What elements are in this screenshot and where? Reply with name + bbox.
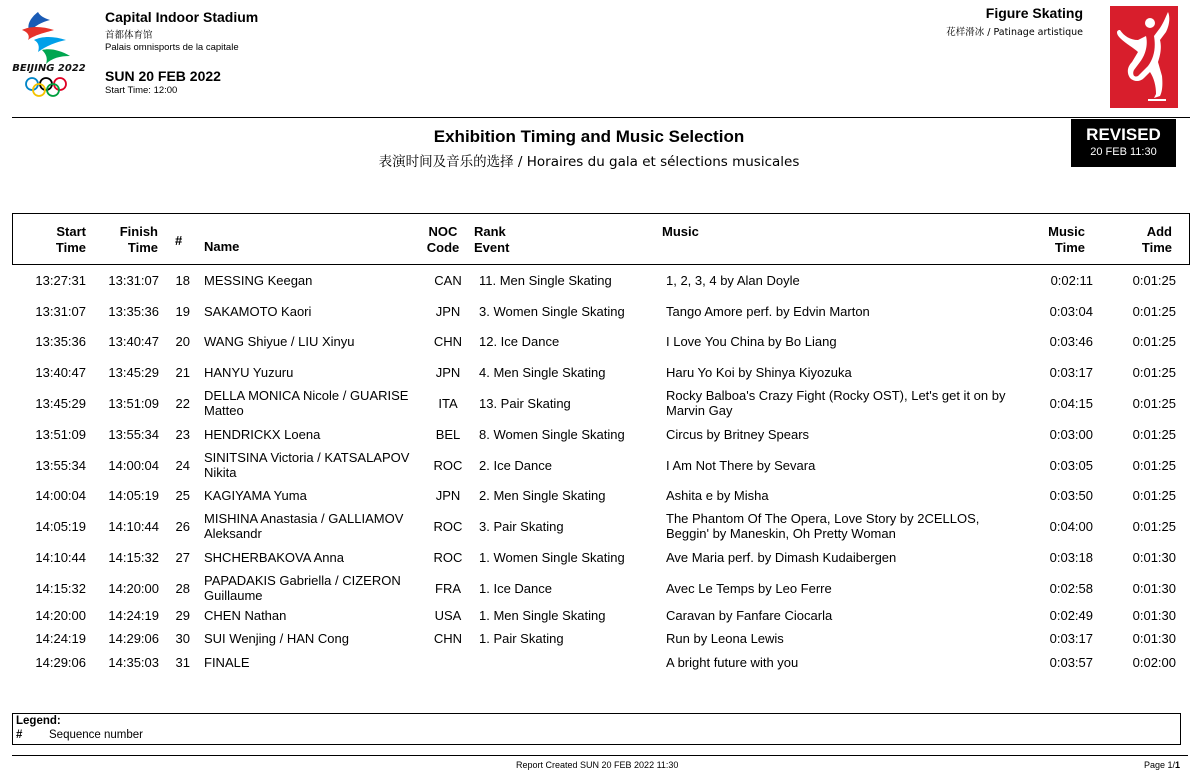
cell-rank-event: 1. Pair Skating <box>479 630 564 646</box>
cell-rank-event: 13. Pair Skating <box>479 395 571 411</box>
cell-finish-time: 14:00:04 <box>108 457 159 473</box>
col-noc-code: NOC Code <box>426 224 460 255</box>
cell-sequence: 29 <box>175 607 190 623</box>
cell-name: KAGIYAMA Yuma <box>204 487 307 503</box>
cell-finish-time: 13:51:09 <box>108 395 159 411</box>
cell-start-time: 13:55:34 <box>35 457 86 473</box>
cell-sequence: 21 <box>175 364 190 380</box>
cell-sequence: 23 <box>175 426 190 442</box>
cell-noc-code: CHN <box>433 333 463 349</box>
cell-rank-event: 1. Women Single Skating <box>479 549 625 565</box>
cell-music: Marvin Gay <box>666 403 733 418</box>
cell-start-time: 14:10:44 <box>35 549 86 565</box>
cell-start-time: 13:35:36 <box>35 333 86 349</box>
cell-add-time: 0:01:30 <box>1132 580 1176 596</box>
cell-rank-event: 2. Men Single Skating <box>479 487 606 503</box>
discipline-block <box>946 5 1083 38</box>
cell-add-time: 0:01:25 <box>1132 518 1176 534</box>
cell-sequence: 24 <box>175 457 190 473</box>
date-block <box>105 68 221 96</box>
cell-sequence: 30 <box>175 630 190 646</box>
cell-music: Ave Maria perf. by Dimash Kudaibergen <box>666 549 897 565</box>
cell-sequence: 27 <box>175 549 190 565</box>
cell-noc-code: ROC <box>433 518 463 534</box>
cell-music: Caravan by Fanfare Ciocarla <box>666 607 833 623</box>
document-subtitle: 表演时间及音乐的选择 / Horaires du gala et sélections musicales <box>378 154 800 170</box>
cell-add-time: 0:01:30 <box>1132 549 1176 565</box>
figure-skating-pictogram-icon <box>1110 6 1178 108</box>
col-name: Name <box>204 239 240 254</box>
cell-music: The Phantom Of The Opera, Love Story by 2CELLOS, <box>666 511 980 526</box>
cell-sequence: 18 <box>175 272 190 288</box>
cell-sequence: 26 <box>175 518 190 534</box>
cell-add-time: 0:01:25 <box>1132 487 1176 503</box>
cell-music: 1, 2, 3, 4 by Alan Doyle <box>666 272 800 288</box>
cell-name: HENDRICKX Loena <box>204 426 321 442</box>
report-created: Report Created SUN 20 FEB 2022 11:30 <box>516 760 679 770</box>
cell-finish-time: 14:35:03 <box>108 654 159 670</box>
cell-start-time: 13:51:09 <box>35 426 86 442</box>
cell-rank-event: 1. Ice Dance <box>479 580 552 596</box>
cell-add-time: 0:01:25 <box>1132 457 1176 473</box>
cell-music-time: 0:02:58 <box>1049 580 1093 596</box>
cell-rank-event: 1. Men Single Skating <box>479 607 606 623</box>
cell-name: SINITSINA Victoria / KATSALAPOV <box>204 450 410 465</box>
cell-music-time: 0:03:04 <box>1049 303 1093 319</box>
cell-name: Matteo <box>204 403 244 418</box>
cell-rank-event: 12. Ice Dance <box>479 333 560 349</box>
cell-start-time: 14:29:06 <box>35 654 86 670</box>
col-rank-event: Rank Event <box>474 224 510 255</box>
cell-name: CHEN Nathan <box>204 607 287 623</box>
cell-name: SAKAMOTO Kaori <box>204 303 312 319</box>
footer-divider <box>12 755 1188 756</box>
cell-name: HANYU Yuzuru <box>204 364 294 380</box>
cell-name: DELLA MONICA Nicole / GUARISE <box>204 388 409 403</box>
cell-music: I Love You China by Bo Liang <box>666 333 837 349</box>
cell-finish-time: 14:20:00 <box>108 580 159 596</box>
cell-music-time: 0:03:00 <box>1049 426 1093 442</box>
cell-music: A bright future with you <box>666 654 799 670</box>
venue-name: Capital Indoor Stadium <box>105 9 259 25</box>
cell-sequence: 25 <box>175 487 190 503</box>
cell-name: Guillaume <box>204 588 263 603</box>
cell-start-time: 14:15:32 <box>35 580 86 596</box>
cell-rank-event: 11. Men Single Skating <box>479 272 612 288</box>
col-start-time: Start Time <box>55 224 86 255</box>
cell-start-time: 14:20:00 <box>35 607 86 623</box>
cell-finish-time: 13:31:07 <box>108 272 159 288</box>
cell-music-time: 0:03:05 <box>1049 457 1093 473</box>
revised-label: REVISED <box>1086 125 1161 144</box>
table-header <box>12 213 1190 265</box>
cell-sequence: 20 <box>175 333 190 349</box>
cell-finish-time: 14:05:19 <box>108 487 159 503</box>
cell-rank-event: 2. Ice Dance <box>479 457 552 473</box>
event-date: SUN 20 FEB 2022 <box>105 68 221 84</box>
cell-name: Aleksandr <box>204 526 262 541</box>
col-sequence: # <box>175 233 183 248</box>
legend-symbol: # <box>16 729 23 741</box>
cell-music-time: 0:04:15 <box>1049 395 1093 411</box>
cell-rank-event: 4. Men Single Skating <box>479 364 606 380</box>
discipline-subtitle: 花样滑冰 / Patinage artistique <box>946 27 1083 38</box>
cell-start-time: 13:31:07 <box>35 303 86 319</box>
cell-start-time: 14:00:04 <box>35 487 86 503</box>
cell-music: Beggin' by Maneskin, Oh Pretty Woman <box>666 526 896 541</box>
cell-music-time: 0:02:49 <box>1049 607 1093 623</box>
legend-description: Sequence number <box>49 729 143 741</box>
cell-music-time: 0:03:17 <box>1049 364 1093 380</box>
cell-music: Tango Amore perf. by Edvin Marton <box>666 303 870 319</box>
cell-start-time: 13:27:31 <box>35 272 86 288</box>
cell-rank-event: 3. Women Single Skating <box>479 303 625 319</box>
cell-music-time: 0:03:57 <box>1049 654 1093 670</box>
cell-finish-time: 13:45:29 <box>108 364 159 380</box>
venue-name-chinese: 首都体育馆 <box>105 30 153 41</box>
cell-finish-time: 13:35:36 <box>108 303 159 319</box>
page-number: Page 1/1 <box>1144 760 1181 770</box>
cell-music: I Am Not There by Sevara <box>666 457 816 473</box>
discipline-title: Figure Skating <box>985 5 1083 21</box>
start-time: Start Time: 12:00 <box>105 85 178 96</box>
beijing-2022-logo <box>8 6 90 100</box>
cell-name: Nikita <box>204 465 237 480</box>
cell-music: Ashita e by Misha <box>666 487 769 503</box>
legend-title: Legend: <box>16 715 61 727</box>
cell-rank-event: 8. Women Single Skating <box>479 426 625 442</box>
header-divider <box>12 117 1190 118</box>
cell-finish-time: 13:55:34 <box>108 426 159 442</box>
cell-add-time: 0:01:25 <box>1132 364 1176 380</box>
cell-add-time: 0:02:00 <box>1132 654 1176 670</box>
cell-add-time: 0:01:25 <box>1132 426 1176 442</box>
col-finish-time: Finish Time <box>119 224 158 255</box>
col-music-time: Music Time <box>1048 224 1085 255</box>
cell-sequence: 28 <box>175 580 190 596</box>
cell-music: Avec Le Temps by Leo Ferre <box>666 580 832 596</box>
cell-noc-code: CAN <box>434 272 462 288</box>
cell-start-time: 14:05:19 <box>35 518 86 534</box>
revised-date: 20 FEB 11:30 <box>1090 146 1157 158</box>
cell-noc-code: CHN <box>433 630 463 646</box>
cell-add-time: 0:01:25 <box>1132 333 1176 349</box>
cell-sequence: 31 <box>175 654 190 670</box>
document-title: Exhibition Timing and Music Selection <box>433 127 745 146</box>
cell-music: Circus by Britney Spears <box>666 426 810 442</box>
cell-finish-time: 13:40:47 <box>108 333 159 349</box>
cell-add-time: 0:01:25 <box>1132 303 1176 319</box>
cell-noc-code: ROC <box>433 549 463 565</box>
venue-block <box>105 9 258 53</box>
cell-name: WANG Shiyue / LIU Xinyu <box>204 333 355 349</box>
cell-music: Run by Leona Lewis <box>666 630 784 646</box>
cell-music-time: 0:03:46 <box>1049 333 1093 349</box>
cell-finish-time: 14:29:06 <box>108 630 159 646</box>
cell-music-time: 0:03:50 <box>1049 487 1093 503</box>
cell-music: Rocky Balboa's Crazy Fight (Rocky OST), Let's get it on by <box>666 388 1006 403</box>
cell-add-time: 0:01:25 <box>1132 272 1176 288</box>
cell-noc-code: JPN <box>435 364 461 380</box>
col-music: Music <box>662 224 699 239</box>
cell-noc-code: ITA <box>438 395 458 411</box>
cell-noc-code: FRA <box>435 580 461 596</box>
cell-add-time: 0:01:30 <box>1132 630 1176 646</box>
cell-name: FINALE <box>204 654 250 670</box>
cell-name: MESSING Keegan <box>204 272 313 288</box>
cell-music-time: 0:03:18 <box>1049 549 1093 565</box>
cell-noc-code: USA <box>434 607 462 623</box>
venue-name-french: Palais omnisports de la capitale <box>105 42 239 53</box>
cell-name: SHCHERBAKOVA Anna <box>204 549 344 565</box>
cell-name: MISHINA Anastasia / GALLIAMOV <box>204 511 404 526</box>
cell-name: PAPADAKIS Gabriella / CIZERON <box>204 573 401 588</box>
cell-noc-code: BEL <box>435 426 461 442</box>
cell-noc-code: ROC <box>433 457 463 473</box>
revised-badge <box>1071 119 1176 167</box>
legend-box <box>12 713 1181 745</box>
cell-finish-time: 14:10:44 <box>108 518 159 534</box>
cell-music: Haru Yo Koi by Shinya Kiyozuka <box>666 364 852 380</box>
cell-sequence: 19 <box>175 303 190 319</box>
cell-noc-code: JPN <box>435 487 461 503</box>
cell-add-time: 0:01:25 <box>1132 395 1176 411</box>
cell-rank-event: 3. Pair Skating <box>479 518 564 534</box>
cell-start-time: 13:45:29 <box>35 395 86 411</box>
cell-music-time: 0:04:00 <box>1049 518 1093 534</box>
cell-name: SUI Wenjing / HAN Cong <box>204 630 349 646</box>
cell-finish-time: 14:15:32 <box>108 549 159 565</box>
cell-music-time: 0:03:17 <box>1049 630 1093 646</box>
logo-text: BEIJING 2022 <box>12 63 86 74</box>
cell-add-time: 0:01:30 <box>1132 607 1176 623</box>
cell-sequence: 22 <box>175 395 190 411</box>
cell-music-time: 0:02:11 <box>1050 272 1093 288</box>
col-add-time: Add Time <box>1141 224 1172 255</box>
cell-start-time: 14:24:19 <box>35 630 86 646</box>
cell-finish-time: 14:24:19 <box>108 607 159 623</box>
document-title-block <box>0 127 1178 170</box>
cell-start-time: 13:40:47 <box>35 364 86 380</box>
cell-noc-code: JPN <box>435 303 461 319</box>
